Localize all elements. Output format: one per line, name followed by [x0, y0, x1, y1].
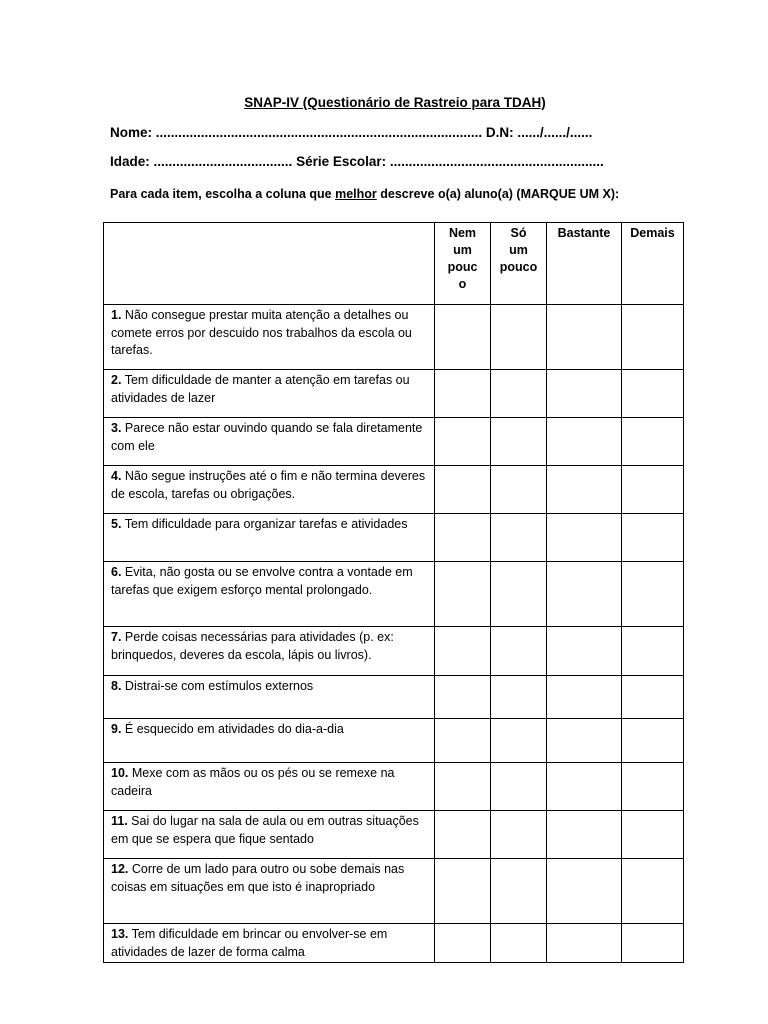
item-row — [104, 676, 684, 719]
item-number: 11. — [111, 814, 128, 828]
age-label: Idade: — [110, 154, 150, 169]
header-line: um — [509, 243, 528, 257]
answer-cell-bastante[interactable] — [547, 859, 622, 924]
answer-cell-demais[interactable] — [622, 811, 684, 859]
header-blank-cell — [104, 223, 435, 305]
answer-cell-so[interactable] — [491, 811, 547, 859]
item-text: Não consegue prestar muita atenção a detalhes ou comete erros por descuido nos trabalhos da escola ou tarefas. — [111, 308, 412, 357]
item-text: Tem dificuldade de manter a atenção em tarefas ou atividades de lazer — [111, 373, 410, 405]
answer-cell-so[interactable] — [491, 418, 547, 466]
age-field[interactable]: ..................................... — [153, 154, 293, 169]
answer-cell-nem[interactable] — [435, 466, 491, 514]
item-number: 1. — [111, 308, 122, 322]
item-text: Corre de um lado para outro ou sobe demais nas coisas em situações em que isto é inapropriado — [111, 862, 405, 894]
item-row — [104, 763, 684, 811]
answer-cell-so[interactable] — [491, 924, 547, 963]
answer-cell-bastante[interactable] — [547, 627, 622, 676]
item-text-cell — [104, 418, 435, 466]
name-field[interactable]: ....................................................................................... — [155, 125, 483, 140]
answer-cell-nem[interactable] — [435, 305, 491, 370]
answer-cell-so[interactable] — [491, 763, 547, 811]
item-text-cell — [104, 676, 435, 719]
answer-cell-demais[interactable] — [622, 466, 684, 514]
item-row — [104, 627, 684, 676]
item-text: Distrai-se com estímulos externos — [124, 679, 314, 693]
answer-cell-nem[interactable] — [435, 924, 491, 963]
item-number: 2. — [111, 373, 122, 387]
answer-cell-nem[interactable] — [435, 859, 491, 924]
answer-cell-nem[interactable] — [435, 627, 491, 676]
answer-cell-nem[interactable] — [435, 811, 491, 859]
answer-cell-demais[interactable] — [622, 627, 684, 676]
header-nem-um-pouco — [435, 223, 491, 305]
item-number: 5. — [111, 517, 122, 531]
item-row — [104, 924, 684, 963]
item-text-cell — [104, 924, 435, 963]
item-row — [104, 305, 684, 370]
answer-cell-so[interactable] — [491, 719, 547, 763]
answer-cell-demais[interactable] — [622, 859, 684, 924]
instructions-emphasis: melhor — [335, 187, 377, 201]
answer-cell-demais[interactable] — [622, 514, 684, 562]
item-row — [104, 418, 684, 466]
answer-cell-nem[interactable] — [435, 418, 491, 466]
item-row — [104, 370, 684, 418]
answer-cell-so[interactable] — [491, 466, 547, 514]
answer-cell-demais[interactable] — [622, 676, 684, 719]
dob-field[interactable]: ....../....../...... — [517, 125, 593, 140]
answer-cell-bastante[interactable] — [547, 811, 622, 859]
header-line: Só — [510, 226, 527, 240]
item-number: 9. — [111, 722, 122, 736]
item-row — [104, 514, 684, 562]
answer-cell-nem[interactable] — [435, 370, 491, 418]
instructions — [110, 187, 619, 201]
dob-label: D.N: — [485, 125, 514, 140]
item-row — [104, 562, 684, 627]
answer-cell-so[interactable] — [491, 676, 547, 719]
item-text-cell — [104, 627, 435, 676]
answer-cell-bastante[interactable] — [547, 370, 622, 418]
item-text-cell — [104, 763, 435, 811]
item-text-cell — [104, 562, 435, 627]
item-text-cell — [104, 466, 435, 514]
item-number: 6. — [111, 565, 122, 579]
answer-cell-bastante[interactable] — [547, 418, 622, 466]
item-text: Evita, não gosta ou se envolve contra a vontade em tarefas que exigem esforço mental prolongado. — [111, 565, 413, 597]
name-dob-line — [110, 125, 592, 140]
instructions-after: descreve o(a) aluno(a) (MARQUE UM X): — [376, 187, 620, 201]
header-bastante — [547, 223, 622, 305]
answer-cell-nem[interactable] — [435, 719, 491, 763]
item-row — [104, 811, 684, 859]
header-line: Nem — [448, 226, 477, 240]
item-row — [104, 466, 684, 514]
item-number: 13. — [111, 927, 129, 941]
answer-cell-bastante[interactable] — [547, 763, 622, 811]
grade-label: Série Escolar: — [296, 154, 387, 169]
header-line: pouc — [447, 260, 478, 274]
item-number: 10. — [111, 766, 129, 780]
questionnaire-title: SNAP-IV (Questionário de Rastreio para TDAH) — [244, 95, 546, 110]
header-line: o — [458, 277, 467, 291]
name-label: Nome: — [110, 125, 153, 140]
item-text: É esquecido em atividades do dia-a-dia — [124, 722, 344, 736]
header-line: Bastante — [557, 226, 611, 240]
item-text-cell — [104, 305, 435, 370]
answer-cell-demais[interactable] — [622, 562, 684, 627]
answer-cell-bastante[interactable] — [547, 719, 622, 763]
item-text-cell — [104, 811, 435, 859]
answer-cell-bastante[interactable] — [547, 924, 622, 963]
age-grade-line — [110, 154, 604, 169]
answer-cell-bastante[interactable] — [547, 466, 622, 514]
item-text: Tem dificuldade em brincar ou envolver-se em atividades de lazer de forma calma — [111, 927, 388, 959]
item-number: 8. — [111, 679, 122, 693]
item-row — [104, 859, 684, 924]
item-text: Tem dificuldade para organizar tarefas e atividades — [124, 517, 408, 531]
grade-field[interactable]: ......................................................... — [389, 154, 604, 169]
item-text: Não segue instruções até o fim e não termina deveres de escola, tarefas ou obrigações. — [111, 469, 426, 501]
answer-cell-so[interactable] — [491, 859, 547, 924]
item-text: Mexe com as mãos ou os pés ou se remexe na cadeira — [111, 766, 395, 798]
answer-cell-so[interactable] — [491, 627, 547, 676]
answer-cell-so[interactable] — [491, 562, 547, 627]
answer-cell-so[interactable] — [491, 305, 547, 370]
item-number: 3. — [111, 421, 122, 435]
item-text: Parece não estar ouvindo quando se fala diretamente com ele — [111, 421, 423, 453]
item-text-cell — [104, 719, 435, 763]
item-text-cell — [104, 514, 435, 562]
header-line: um — [453, 243, 472, 257]
answer-cell-bastante[interactable] — [547, 305, 622, 370]
item-number: 7. — [111, 630, 122, 644]
header-demais — [622, 223, 684, 305]
header-row — [104, 223, 684, 305]
item-number: 12. — [111, 862, 129, 876]
answer-cell-bastante[interactable] — [547, 514, 622, 562]
answer-cell-demais[interactable] — [622, 370, 684, 418]
answer-cell-so[interactable] — [491, 514, 547, 562]
answer-cell-nem[interactable] — [435, 514, 491, 562]
answer-cell-demais[interactable] — [622, 924, 684, 963]
item-row — [104, 719, 684, 763]
item-number: 4. — [111, 469, 122, 483]
answer-cell-so[interactable] — [491, 370, 547, 418]
header-so-um-pouco — [491, 223, 547, 305]
answer-cell-bastante[interactable] — [547, 676, 622, 719]
instructions-before: Para cada item, escolha a coluna que — [110, 187, 336, 201]
answer-cell-demais[interactable] — [622, 719, 684, 763]
item-text: Perde coisas necessárias para atividades (p. ex: brinquedos, deveres da escola, lápis ou livros). — [111, 630, 394, 662]
answer-cell-nem[interactable] — [435, 763, 491, 811]
answer-cell-nem[interactable] — [435, 676, 491, 719]
item-text: Sai do lugar na sala de aula ou em outras situações em que se espera que fique sentado — [111, 814, 419, 846]
header-line: pouco — [499, 260, 538, 274]
item-text-cell — [104, 370, 435, 418]
answer-cell-demais[interactable] — [622, 305, 684, 370]
answer-cell-demais[interactable] — [622, 763, 684, 811]
item-text-cell — [104, 859, 435, 924]
answer-cell-bastante[interactable] — [547, 562, 622, 627]
answer-cell-demais[interactable] — [622, 418, 684, 466]
answer-cell-nem[interactable] — [435, 562, 491, 627]
header-line: Demais — [630, 226, 675, 240]
questionnaire-table — [103, 222, 684, 963]
